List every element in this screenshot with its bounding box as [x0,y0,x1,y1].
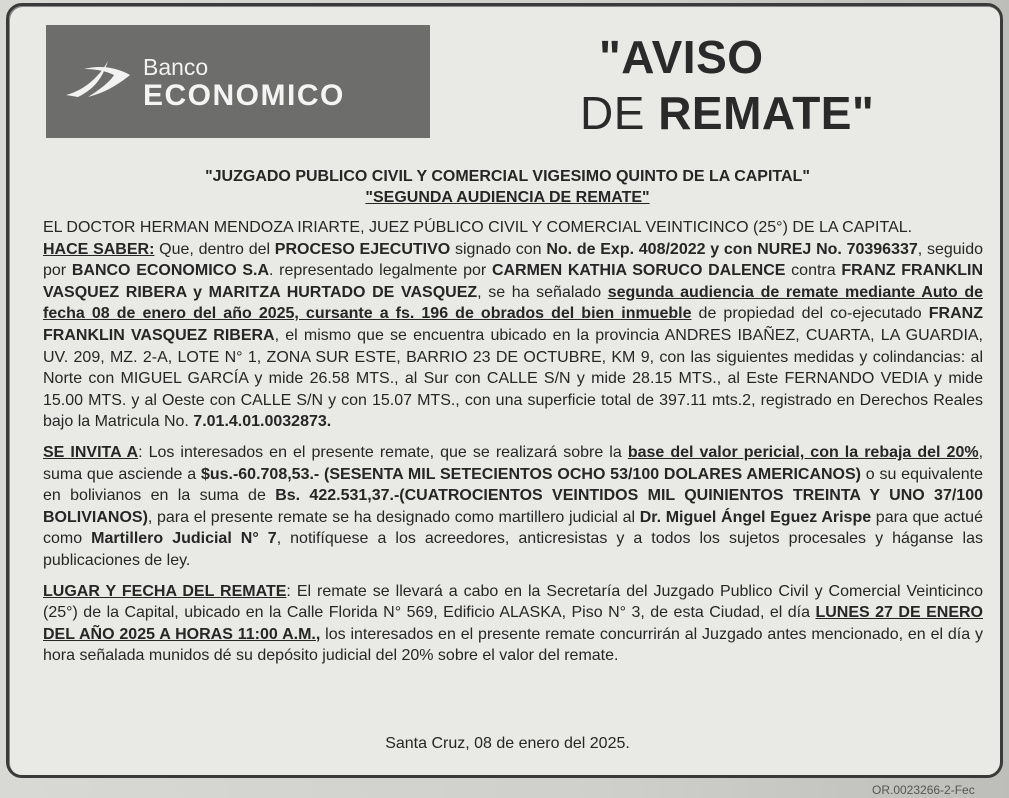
auction-notice [6,3,1003,778]
notice-title-line1: "AVISO [599,31,764,83]
text-span: , notifíquese a los acreedores, anticresistas y a todos los sujetos procesales y háganse las publicaciones de ley. [43,530,983,569]
auction-datetime: LUNES 27 DE ENERO DEL AÑO 2025 A HORAS 11:00 A.M., [43,604,983,643]
paragraph-se-invita [43,442,983,572]
text-span: , para el presente remate se ha designado como martillero judicial al [147,508,640,526]
logo-economico-text: ECONOMICO [143,79,345,112]
text-span: . representado legalmente por [269,262,492,280]
text-span: : Los interesados en el presente remate, que se realizará sobre la [138,443,628,461]
legal-representative: CARMEN KATHIA SORUCO DALENCE [491,262,786,280]
hearing-subtitle: "SEGUNDA AUDIENCIA DE REMATE" [365,189,650,206]
auctioneer-name: Dr. Miguel Ángel Eguez Arispe [639,508,872,526]
text-span: de propiedad del co-ejecutado [691,305,929,323]
title-prefix: DE [580,87,659,139]
publication-code: OR.0023266-2-Fec [872,783,975,797]
text-span: los interesados en el presente remate concurrirán al Juzgado antes mencionado, en el día y hora señalada munidos dé su depósito judicial del 20% sobre el valor del remate. [43,625,983,665]
text-span: , se ha señalado [477,283,608,301]
se-invita-heading: SE INVITA A [43,443,139,461]
paragraph-lugar-fecha [43,581,983,667]
text-span: , seguido por [43,240,984,280]
place-date-signature: Santa Cruz, 08 de enero del 2025. [385,735,630,752]
banco-economico-logo [46,25,430,138]
text-span: para que actué como [43,508,983,548]
text-span: Que, dentro del [154,240,275,258]
defendants: FRANZ FRANKLIN VASQUEZ RIBERA y MARITZA HURTADO DE VASQUEZ [43,262,984,301]
title-remate: REMATE" [658,87,875,139]
text-span: o su equivalente en bolivianos en la suma de [43,465,984,505]
hace-saber-heading: HACE SABER: [43,240,155,258]
auctioneer-number: Martillero Judicial N° 7 [91,530,277,548]
case-number: No. de Exp. 408/2022 y con NUREJ No. 70396337 [546,240,918,258]
text-span: signado con [450,240,547,258]
process-type: PROCESO EJECUTIVO [274,240,451,258]
notice-title-line2 [580,86,874,140]
registry-number: 7.01.4.01.0032873. [193,413,332,431]
bs-amount: Bs. 422.531,37.-(CUATROCIENTOS VEINTIDOS MIL QUINIENTOS TREINTA Y UNO 37/100 BOLIVIANOS) [43,487,983,526]
lugar-fecha-heading: LUGAR Y FECHA DEL REMATE [43,582,287,600]
court-name: "JUZGADO PUBLICO CIVIL Y COMERCIAL VIGESIMO QUINTO DE LA CAPITAL" [205,168,810,185]
bank-swoosh-icon [64,55,134,99]
judge-intro: EL DOCTOR HERMAN MENDOZA IRIARTE, JUEZ PÚBLICO CIVIL Y COMERCIAL VEINTICINCO (25°) DE LA CAPITAL. [43,219,913,236]
hearing-order: segunda audiencia de remate mediante Auto de fecha 08 de enero del año 2025, cursante a fs. 196 de obrados del bien inmueble [43,283,983,323]
paragraph-hace-saber [43,217,983,433]
text-span: , suma que asciende a [43,443,984,483]
property-description: , el mismo que se encuentra ubicado en la provincia ANDRES IBAÑEZ, CUARTA, LA GUARDIA, UV. 209, MZ. 2-A, LOTE N° 1, ZONA SUR ESTE, BARRIO 23 DE OCTUBRE, KM 9, con las siguientes medidas y colindancias: al Norte con MIGUEL GARCÍA y mide 26.58 MTS., al Sur con CALLE S/N y mide 28.15 MTS., al Este FERNANDO VEDIA y mide 15.00 MTS. y al Oeste con CALLE S/N y con 15.07 MTS., con una superficie total de 397.11 mts.2, registrado en Derechos Reales bajo la Matricula No. [43,326,984,431]
plaintiff: BANCO ECONOMICO S.A [71,262,270,280]
co-defendant: FRANZ FRANKLIN VASQUEZ RIBERA [43,305,983,344]
logo-banco-text: Banco [143,54,209,80]
usd-amount: $us.-60.708,53.- (SESENTA MIL SETECIENTOS OCHO 53/100 DOLARES AMERICANOS) [200,465,861,483]
text-span: : El remate se llevará a cabo en la Secretaría del Juzgado Publico Civil y Comercial Veinticinco (25°) de la Capital, ubicado en la Calle Florida N° 569, Edificio ALASKA, Piso N° 3, de esta Ciudad, el día [43,582,983,622]
text-span: contra [785,262,842,280]
notice-body [43,217,983,667]
base-value: base del valor pericial, con la rebaja del 20% [627,443,979,461]
